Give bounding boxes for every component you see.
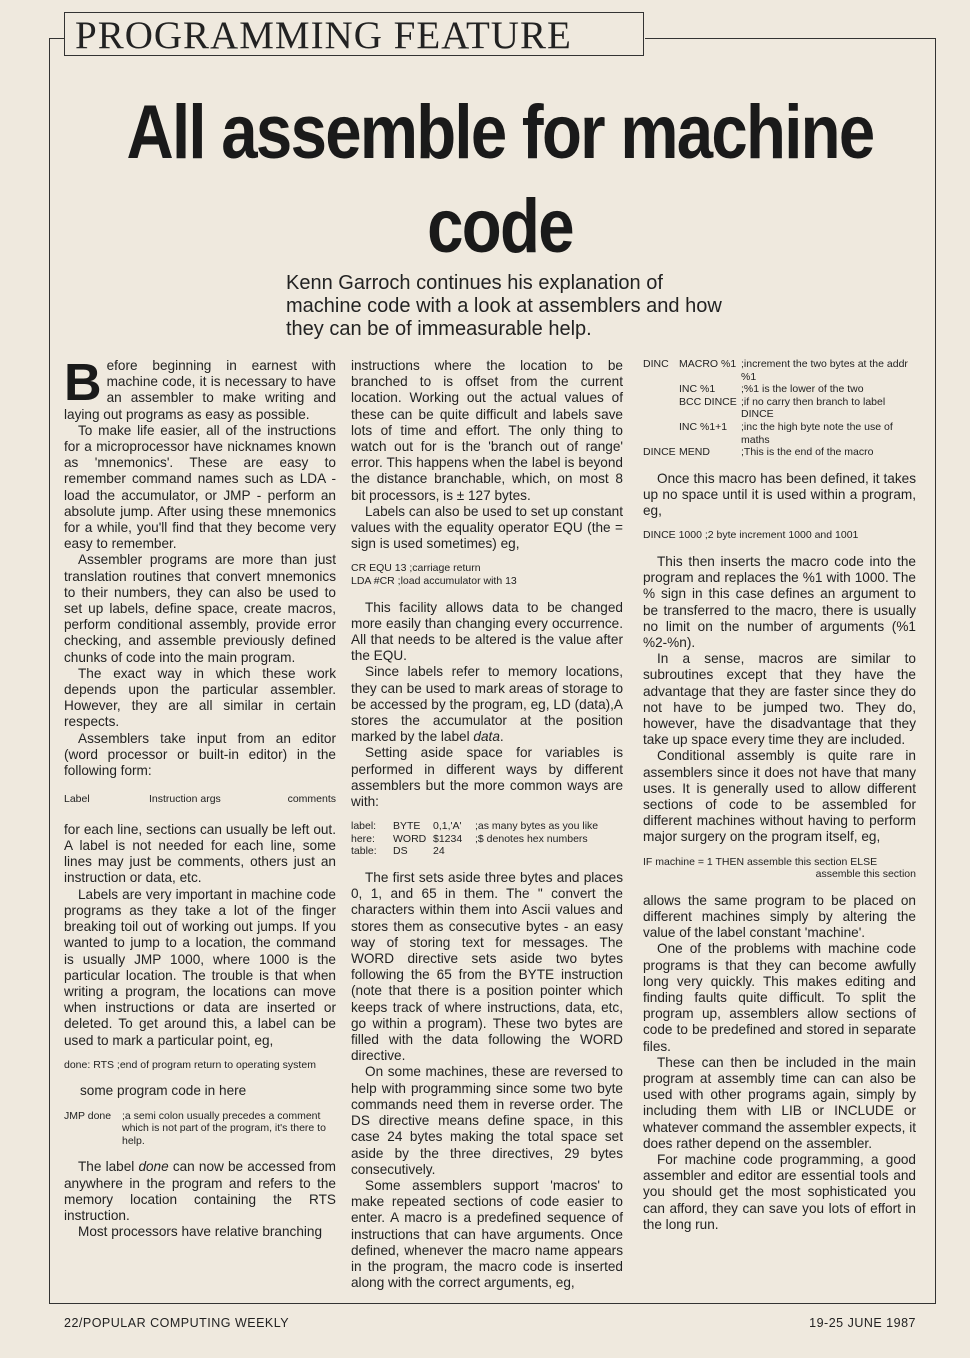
paragraph: Assemblers take input from an editor (word processor or built-in editor) in the following form: [64,730,336,779]
paragraph: allows the same program to be placed on different machines simply by altering the value of the label constant 'machine'. [643,892,916,941]
code-comment: ;increment the two bytes at the addr %1 [741,358,908,383]
code-op: INC %1+1 [679,420,728,433]
paragraph: The first sets aside three bytes and places 0, 1, and 65 in them. The " convert the characters within them into Ascii values and stores them as consecutive bytes - an easy way of storing text for messages. The WORD directive sets aside two bytes following the 65 from the BYTE instruction (note that there is a position pointer which keeps track of where instructions, data, etc, go within a program). These two bytes are filled with the data following the WORD directive. [351,870,623,1064]
code-comment: ;as many bytes as you like [475,820,599,833]
article-column-3 [643,358,916,1233]
code-label [643,421,679,446]
code-op: BYTE [393,820,421,833]
code-row [643,446,916,459]
code-line: CR EQU 13 ;carriage return [351,562,481,575]
code-row [351,820,623,833]
paragraph-text: efore beginning in earnest with machine code, it is necessary to have an assembler to make writing and laying out programs as easy as possible. [64,358,336,422]
code-jmp [64,1110,336,1148]
text: . [499,729,504,745]
code-label [643,396,679,421]
code-label: Label [64,793,90,806]
code-dinc-use: DINCE 1000 ;2 byte increment 1000 and 1001 [643,529,859,542]
footer-date: 19-25 JUNE 1987 [809,1316,916,1330]
paragraph: Setting aside space for variables is performed in different ways by different assemblers but the more common ways are with: [351,745,623,810]
code-comment: ;$ denotes hex numbers [475,832,588,845]
code-line: IF machine = 1 THEN assemble this section ELSE [643,855,878,868]
code-row [351,845,623,858]
article-column-1 [64,354,336,1240]
code-some: some program code in here [80,1083,247,1099]
text: can now be accessed from anywhere in the program and refers to the memory location containing the RTS instruction. [64,1159,336,1223]
code-label: DINC [643,358,669,370]
text: Since labels refer to memory locations, they can be used to mark areas of storage to be accessed by the program, eg, LD (data),A stores the accumulator at the position marked by the label [351,664,623,745]
code-done: done: RTS ;end of program return to operating system [64,1058,316,1071]
code-row [643,383,916,396]
code-args: Instruction args [149,793,221,806]
code-line: assemble this section [815,868,916,881]
headline: All assemble for machine code [126,90,874,269]
paragraph: These can then be included in the main program at assembly time can can also be used with other programs again, simply by including them with LIB or INCLUDE or whatever command the assembler expects, it does rather depend on the assembler. [643,1054,916,1151]
code-label: here: [351,832,375,845]
paragraph: Once this macro has been defined, it takes up no space until it is used within a program, eg, [643,470,916,519]
code-row [643,358,916,383]
paragraph: To make life easier, all of the instructions for a microprocessor have nicknames known as 'mnemonics'. These are easy to remember command names such as LDA - load the accumulator, or JMP - perform an absolute jump. After using these mnemonics for a while, you'll find that they become very easy to remember. [64,422,336,552]
drop-cap: B [64,354,102,412]
paragraph: The exact way in which these work depends upon the particular assembler. However, they are all similar in certain respects. [64,665,336,730]
code-comment: ;This is the end of the macro [741,446,874,459]
code-label: table: [351,845,377,858]
paragraph [64,354,336,423]
code-arg: 0,1,'A' [433,820,462,833]
paragraph: In a sense, macros are similar to subroutines except that they have the advantage that they are faster since they do not have to be jumped two. They do, however, have the disadvantage that they take up space every time they are included. [643,651,916,748]
code-op: WORD [393,832,427,845]
standfirst: Kenn Garroch continues his explanation of machine code with a look at assemblers and how they can be of immeasurable help. [286,272,722,340]
code-row [643,396,916,421]
paragraph: Assembler programs are more than just translation routines that convert mnemonics to their numbers, they can also be used to set up labels, define space, create macros, perform conditional assembly, provide error checking, and assemble previously defined chunks of code into the main program. [64,552,336,665]
code-op: JMP done [64,1109,112,1122]
code-if [643,856,916,881]
paragraph: Labels can also be used to set up constant values with the equality operator EQU (the = sign is used sometimes) eg, [351,503,623,552]
code-comments: comments [287,793,336,806]
text-italic: data [473,729,500,745]
paragraph [64,1159,336,1224]
code-comment: ;inc the high byte note the use of maths [741,420,893,446]
code-comment: ;if no carry then branch to label DINCE [741,395,886,421]
code-row [643,421,916,446]
rule-left [49,38,65,39]
code-equ [351,562,623,587]
text-italic: done [138,1159,169,1175]
code-op: INC %1 [679,383,716,396]
code-comment: ;%1 is the lower of the two [741,383,864,396]
code-form [64,793,336,806]
paragraph: Conditional assembly is quite rare in assemblers since it does not have that many uses. It is generally used to allow different sections of code to be assembled for different machines without having to perform major surgery on the program itself, eg, [643,748,916,845]
paragraph: This facility allows data to be changed more easily than changing every occurrence. All that needs to be altered is the value after the EQU. [351,599,623,664]
code-arg: $1234 [433,832,463,845]
code-op: DS [393,845,408,858]
paragraph: for each line, sections can usually be left out. A label is not needed for each line, some lines may just be comments, others just an instruction or data, etc. [64,821,336,886]
paragraph: Some assemblers support 'macros' to make repeated sections of code easier to enter. A macro is a predefined sequence of instructions that can have arguments. Once defined, whenever the macro name appears in the program, the macro code is inserted along with the correct arguments, eg, [351,1177,623,1291]
paragraph: Labels are very important in machine code programs as they take a lot of the finger breaking toil out of working out jumps. If you wanted to jump to a location, the command is usually JMP 1000, where 1000 is the particular location. The trouble is that when writing a program, the locations can move when instructions or data are inserted or deleted. To get around this, a label can be used to mark a particular point, eg, [64,886,336,1048]
section-kicker: PROGRAMMING FEATURE [64,12,644,56]
code-arg: 24 [433,845,445,858]
paragraph: instructions where the location to be branched to is offset from the current location. Working out the actual values of these can be quite difficult and labels save lots of time and effort. The only thing to watch out for is the 'branch out of range' error. This happens when the label is beyond the distance branchable, which, on most 8 bit processors, is ± 127 bytes. [351,358,623,503]
paragraph: One of the problems with machine code programs is that they can become awfully long very quickly. This makes editing and finding faults quite difficult. To split the program up, assemblers allow sections of code to be predefined and stored in separate files. [643,941,916,1054]
code-op: MEND [679,446,710,459]
paragraph: This then inserts the macro code into the program and replaces the %1 with 1000. The % sign in this case defines an argument to be transferred to the macro, there is usually no limit on the number of arguments (%1 %2-%n). [643,553,916,650]
code-comment: ;a semi colon usually precedes a comment which is not part of the program, it's there to help. [122,1109,326,1147]
code-line: LDA #CR ;load accumulator with 13 [351,575,517,588]
paragraph: For machine code programming, a good assembler and editor are essential tools and you should get the most sophisticated you can afford, they can save you lots of effort in the long run. [643,1152,916,1232]
paragraph [351,664,623,745]
code-op: MACRO %1 [679,358,737,370]
paragraph: Most processors have relative branching [78,1224,323,1240]
code-op: BCC DINCE [679,395,737,408]
code-macro [643,358,916,459]
code-row [351,833,623,846]
footer-page-info: 22/POPULAR COMPUTING WEEKLY [64,1316,290,1330]
code-label: DINCE [643,446,676,459]
code-label [643,383,679,396]
paragraph: On some machines, these are reversed to help with programming since some two byte commands need them in reverse order. The DS directive means define space, in this case 24 bytes making the total space set aside by the three directives, 29 bytes consecutively. [351,1064,623,1177]
article-column-2 [351,358,623,1291]
rule-right [645,38,936,39]
text: The label [78,1159,139,1175]
code-byte-table [351,820,623,858]
code-label: label: [351,820,377,833]
